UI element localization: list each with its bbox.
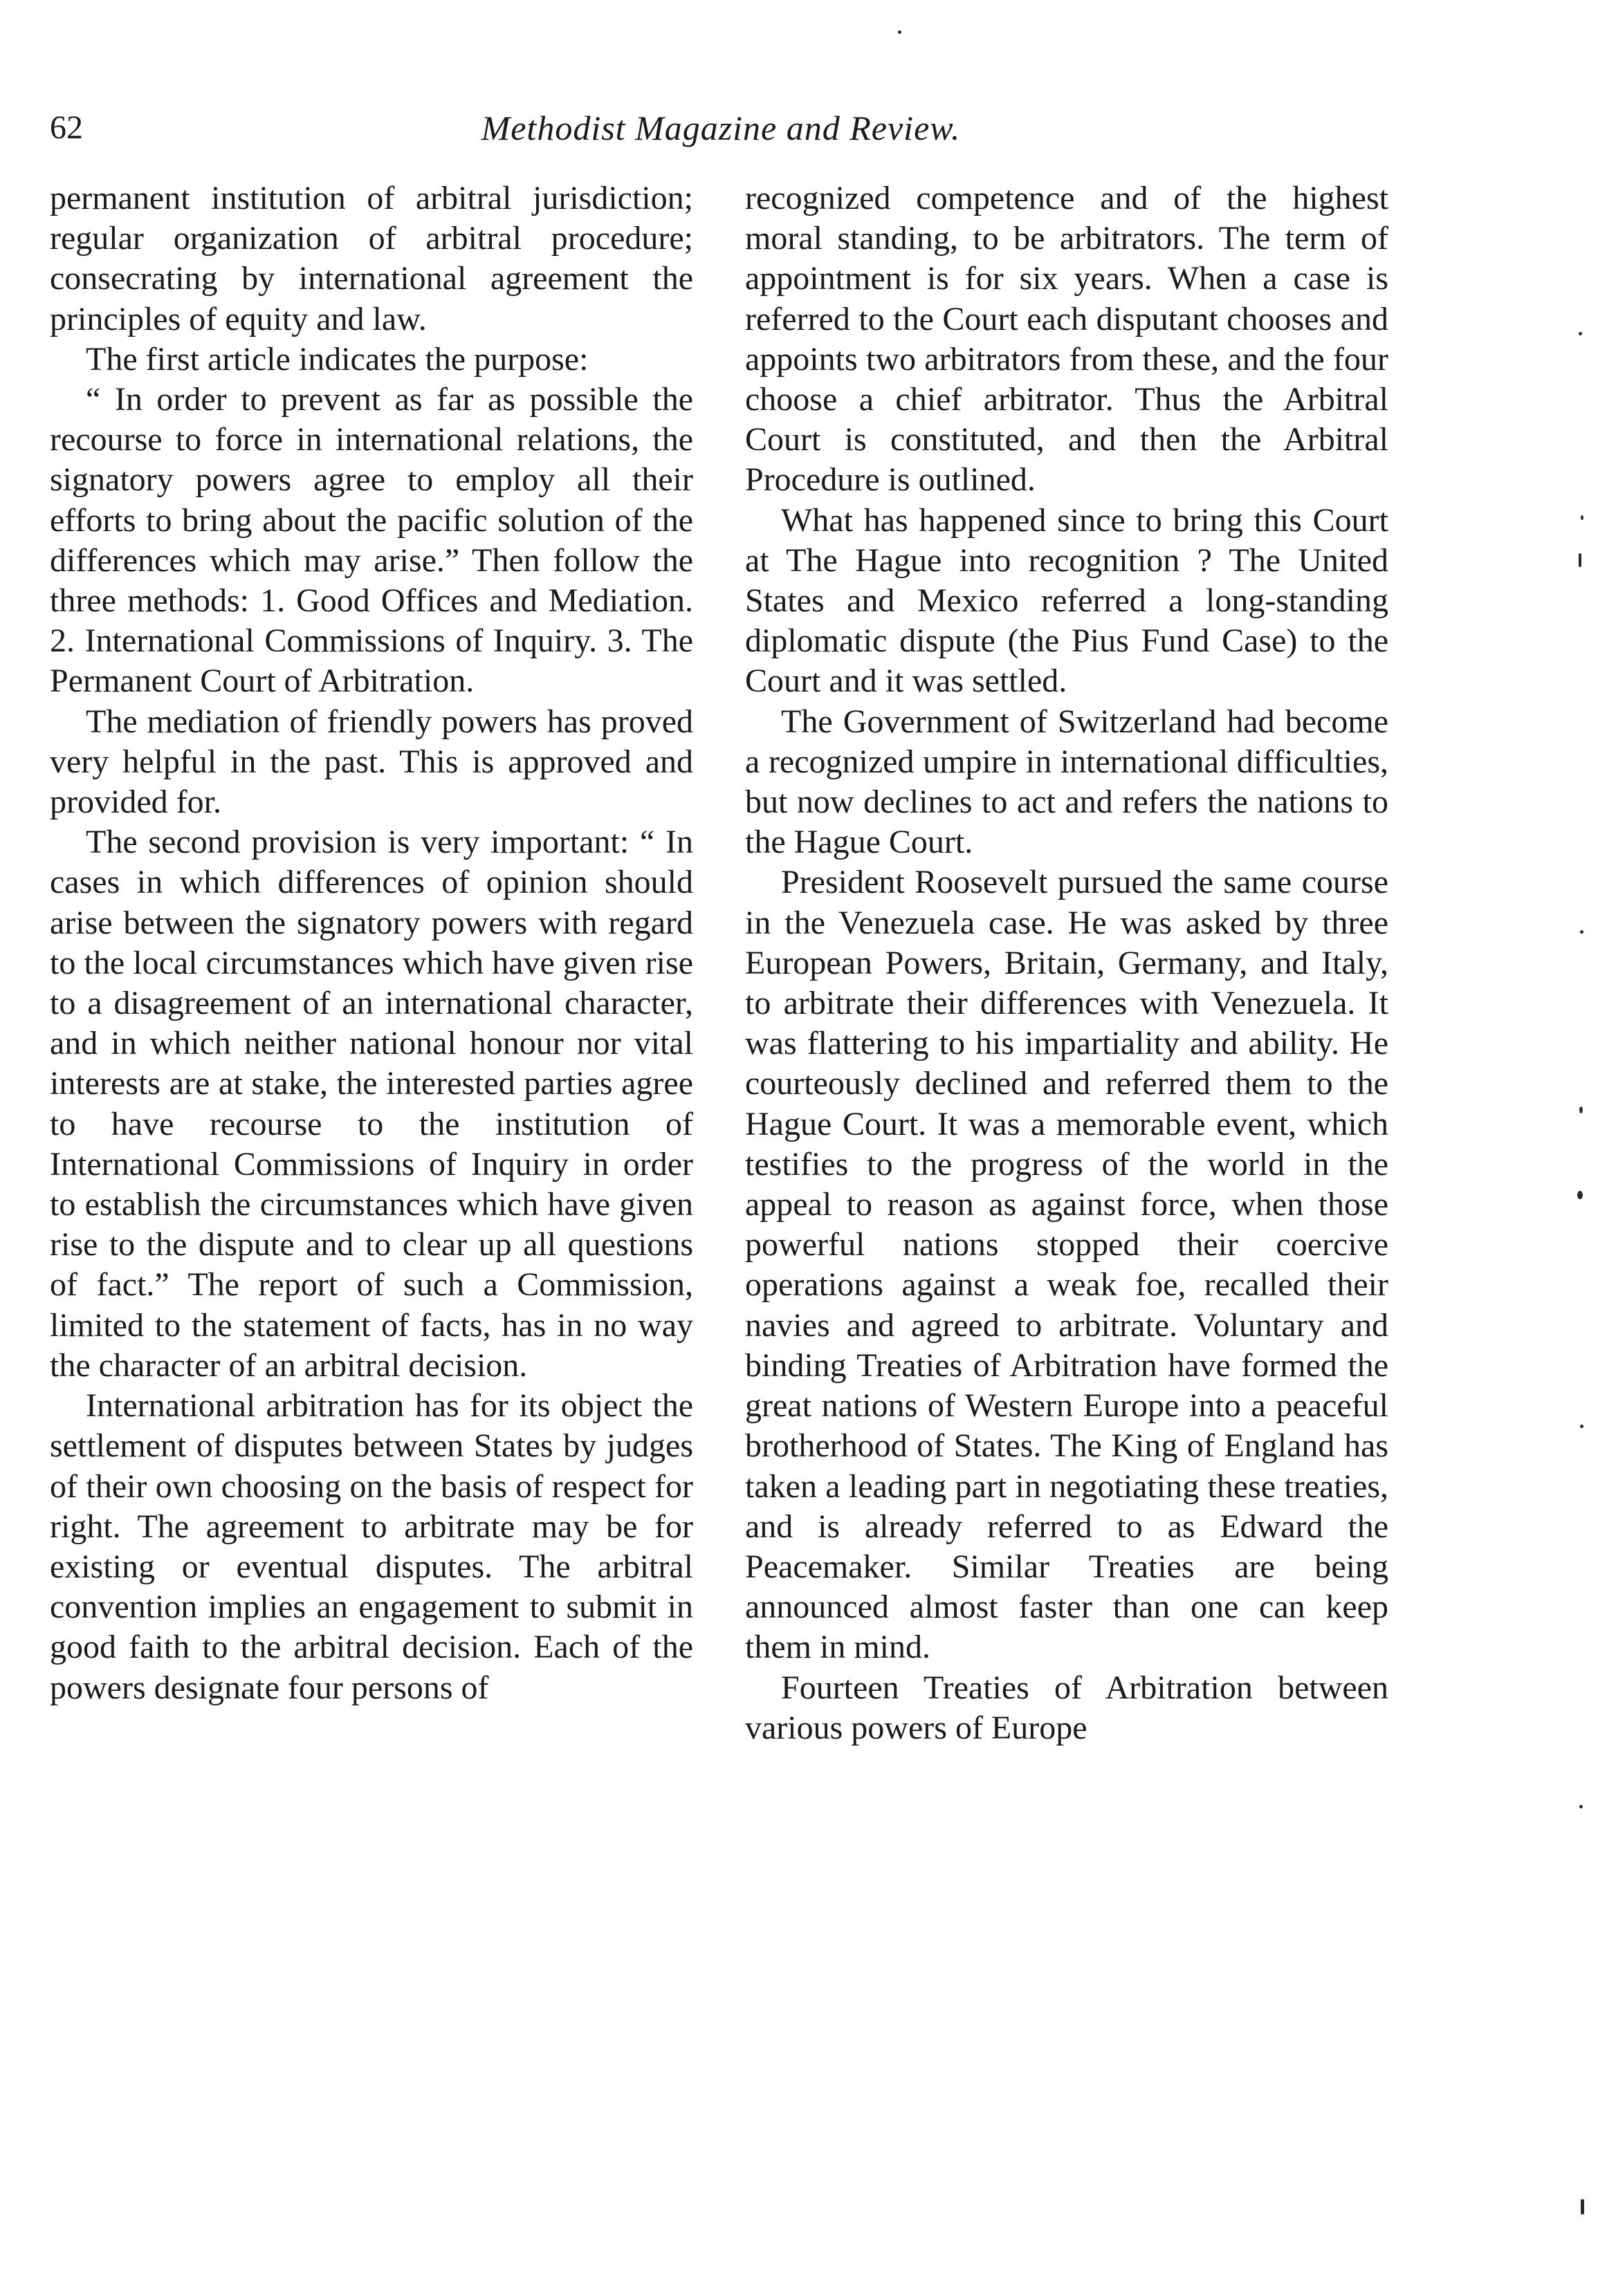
paragraph: permanent institution of arbitral jurisdiction; regular organization of arbitral procedure; consecrating by international agreement the principles of equity and law.: [50, 180, 693, 337]
scan-speck: [1579, 1107, 1583, 1113]
left-column: [50, 178, 693, 1708]
paragraph: The mediation of friendly powers has proved very helpful in the past. This is approved and provided for.: [50, 703, 693, 821]
scan-speck: [1580, 930, 1583, 934]
paragraph: What has happened since to bring this Court at The Hague into recognition ? The United States and Mexico referred a long-standing diplomatic dispute (the Pius Fund Case) to the Court and it was settled.: [745, 501, 1388, 700]
running-title: Methodist Magazine and Review.: [481, 109, 961, 147]
running-head: [50, 104, 1392, 152]
paragraph: “ In order to prevent as far as possible the recourse to force in international relations, the signatory powers agree to employ all their efforts to bring about the pacific solution of the differences which may arise.” Then follow the three methods: 1. Good Offices and Mediation. 2. International Commissions of Inquiry. 3. The Permanent Court of Arbitration.: [50, 381, 693, 700]
right-column: [745, 178, 1388, 1748]
scan-speck: [898, 30, 901, 34]
scan-speck: [1579, 1805, 1583, 1808]
scan-speck: [1577, 1191, 1583, 1199]
scan-speck: [1581, 2199, 1584, 2214]
page-number: 62: [50, 109, 83, 146]
scan-speck: [1579, 332, 1582, 335]
scan-speck: [1579, 553, 1581, 567]
paragraph: The first article indicates the purpose:: [86, 340, 589, 378]
paragraph: The Government of Switzerland had become a recognized umpire in international difficulties, but now declines to act and refers the nations to the Hague Court.: [745, 703, 1388, 861]
paragraph: International arbitration has for its object the settlement of disputes between States by judges of their own choosing on the basis of respect for right. The agreement to arbitrate may be for existing or eventual disputes. The arbitral convention implies an engagement to submit in good faith to the arbitral decision. Each of the powers designate four persons of: [50, 1387, 693, 1706]
paragraph: The second provision is very important: “ In cases in which differences of opinion should arise between the signatory powers with regard to the local circumstances which have given rise to a disagreement of an international character, and in which neither national honour nor vital interests are at stake, the interested parties agree to have recourse to the institution of International Commissions of Inquiry in order to establish the circumstances which have given rise to the dispute and to clear up all questions of fact.” The report of such a Commission, limited to the statement of facts, has in no way the character of an arbitral decision.: [50, 824, 693, 1384]
scan-speck: [1581, 515, 1583, 520]
scan-speck: [1580, 1425, 1583, 1428]
paragraph: President Roosevelt pursued the same course in the Venezuela case. He was asked by three European Powers, Britain, Germany, and Italy, to arbitrate their differences with Venezuela. It was flattering to his impartiality and ability. He courteously declined and referred them to the Hague Court. It was a memorable event, which testifies to the progress of the world in the appeal to reason as against force, when those powerful nations stopped their coercive operations against a weak foe, recalled their navies and agreed to arbitrate. Voluntary and binding Treaties of Arbitration have formed the great nations of Western Europe into a peaceful brotherhood of States. The King of England has taken a leading part in negotiating these treaties, and is already referred to as Edward the Peacemaker. Similar Treaties are being announced almost faster than one can keep them in mind.: [745, 864, 1388, 1666]
paragraph: Fourteen Treaties of Arbitration between various powers of Europe: [745, 1669, 1388, 1746]
paragraph: recognized competence and of the highest moral standing, to be arbitrators. The term of appointment is for six years. When a case is referred to the Court each disputant chooses and appoints two arbitrators from these, and the four choose a chief arbitrator. Thus the Arbitral Court is constituted, and then the Arbitral Procedure is outlined.: [745, 180, 1388, 499]
